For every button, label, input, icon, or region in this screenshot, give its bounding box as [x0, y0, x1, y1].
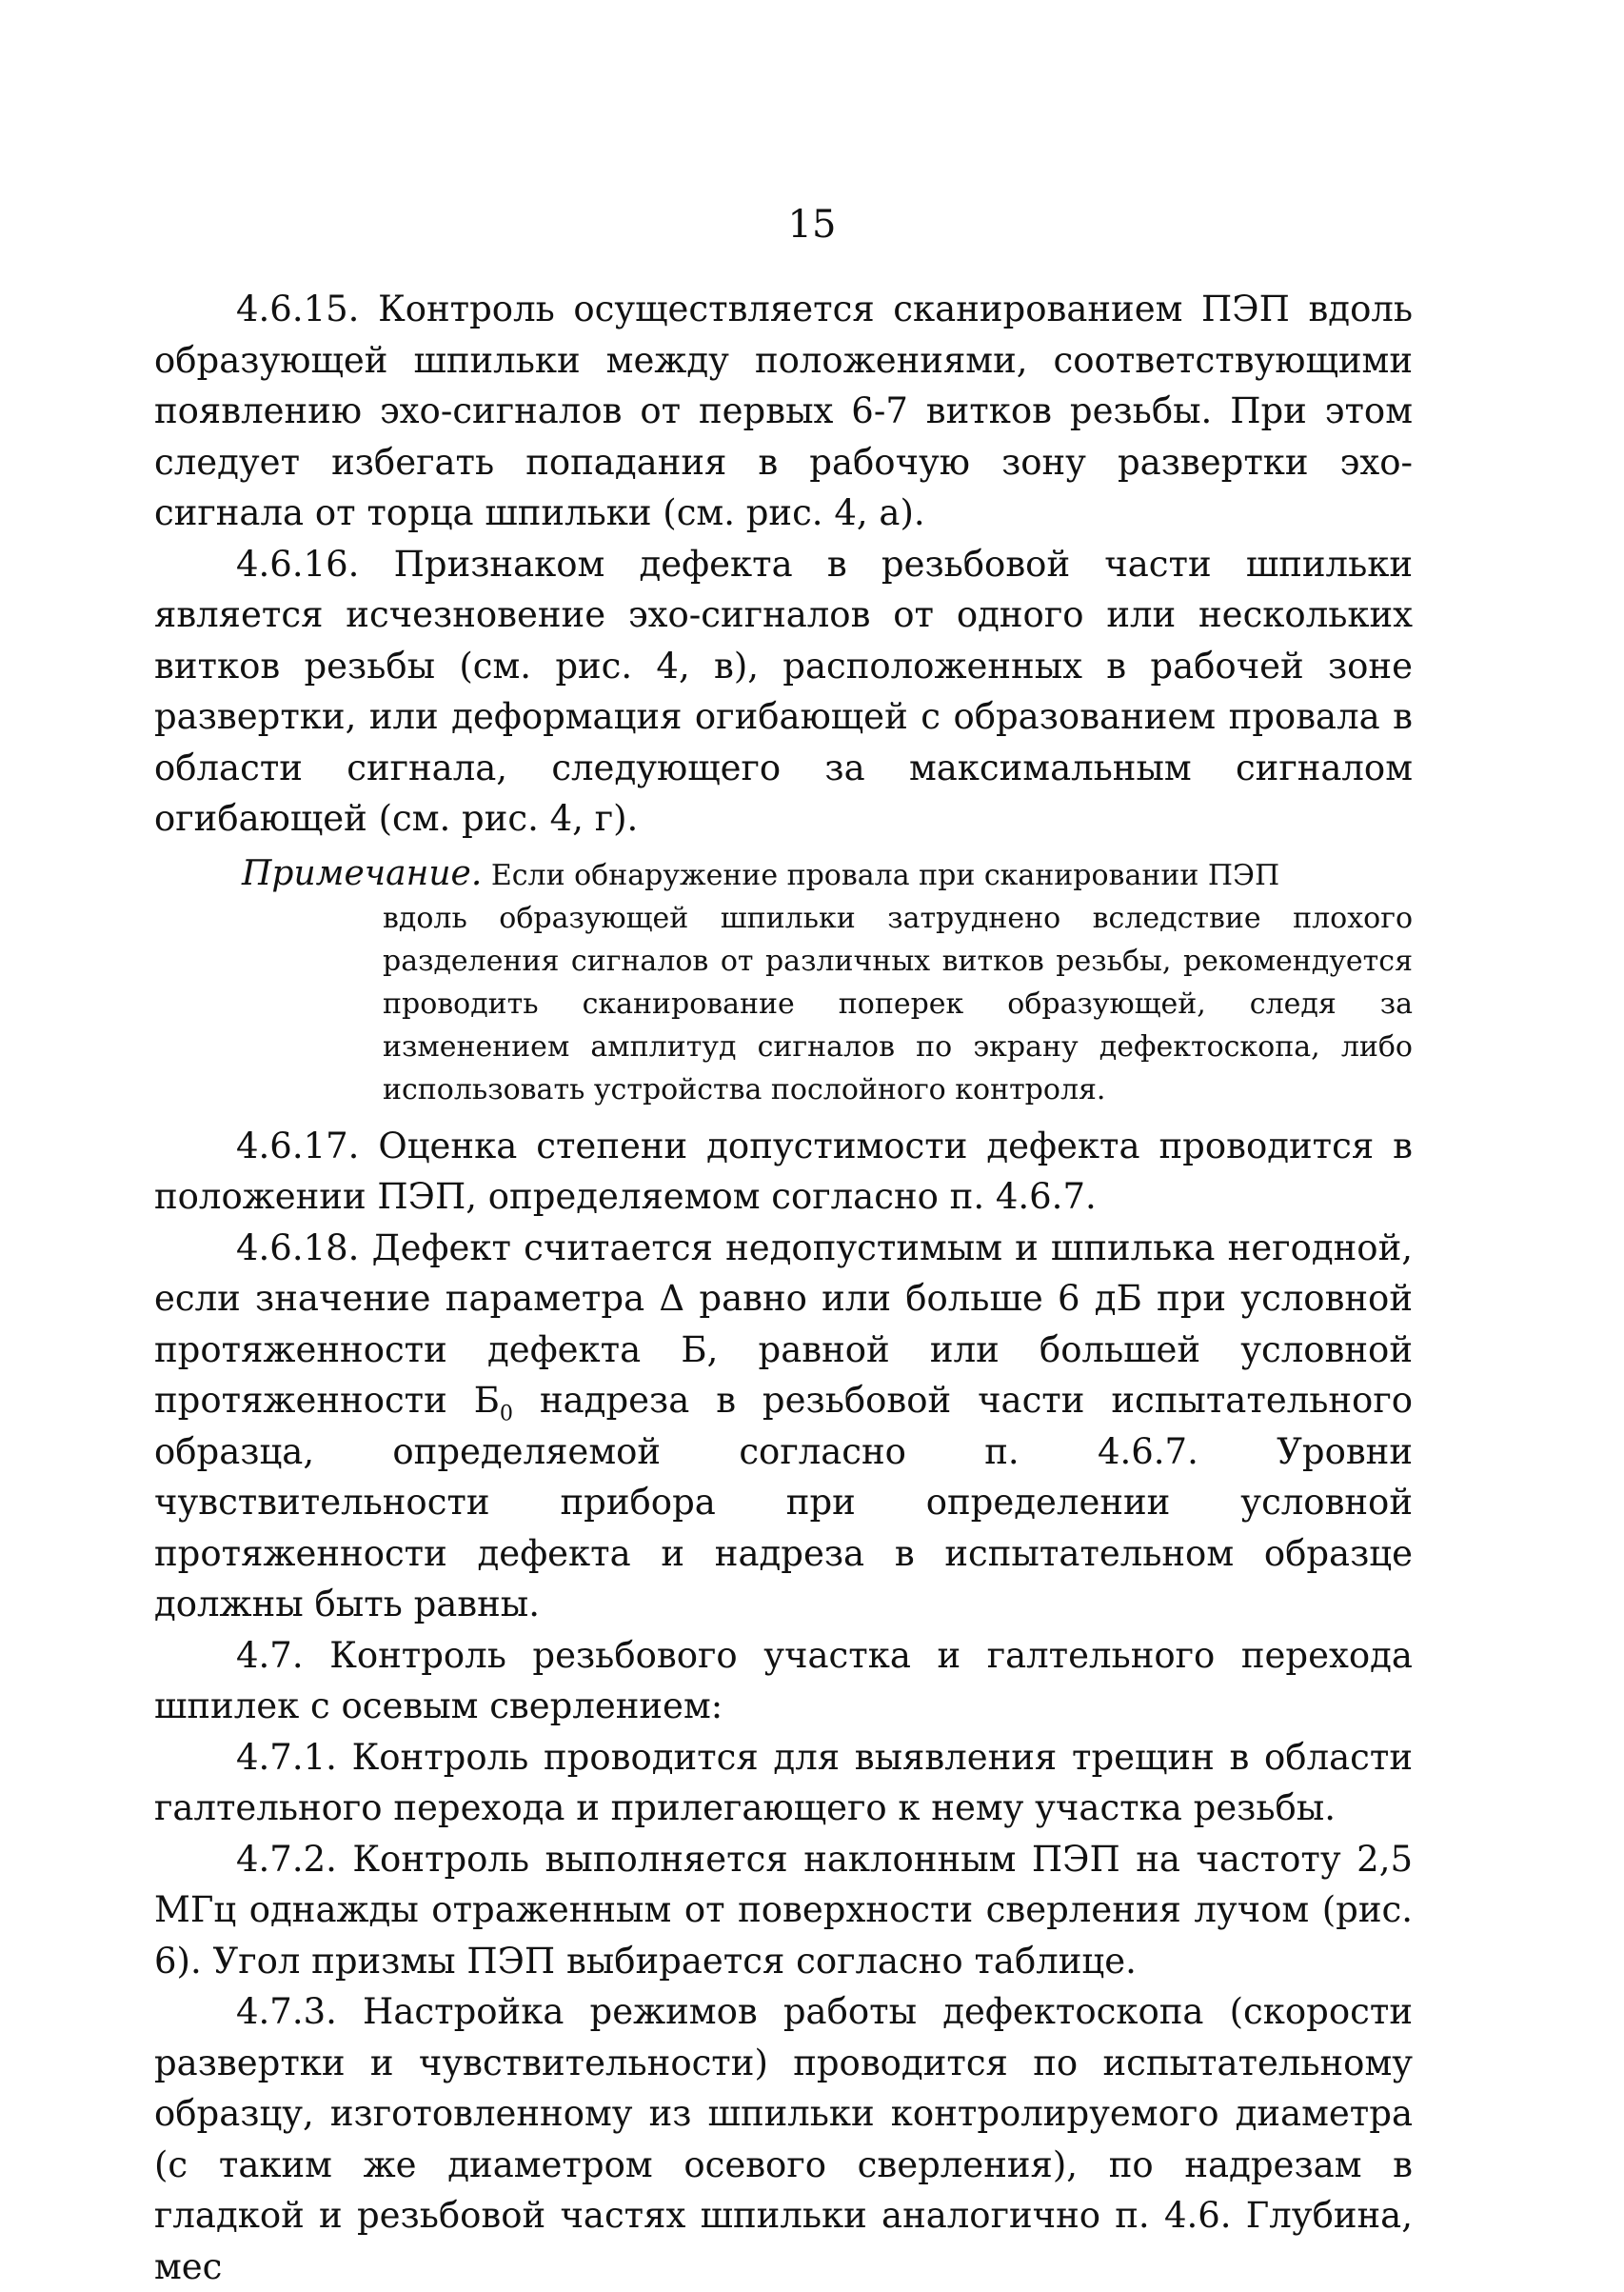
note-label: Примечание.: [242, 853, 483, 893]
paragraph-4-6-18-subscript: 0: [499, 1401, 514, 1426]
paragraph-4-6-15: 4.6.15. Контроль осуществляется сканированием ПЭП вдоль образующей шпильки между положениями, соответствующими появлению эхо-сигналов от первых 6-7 витков резьбы. При этом следует избегать попадания в рабочую зону развертки эхо-сигнала от торца шпильки (см. рис. 4, а).: [154, 289, 1413, 533]
paragraph-4-6-18: [154, 1223, 1413, 1630]
paragraph-4-7-3: 4.7.3. Настройка режимов работы дефектоскопа (скорости развертки и чувствительности) проводится по испытательному образцу, изготовленному из шпильки контролируемого диаметра (с таким же диаметром осевого сверления), по надрезам в гладкой и резьбовой частях шпильки аналогично п. 4.6. Глубина, мес: [154, 1991, 1413, 2287]
paragraph-4-6-16: 4.6.16. Признаком дефекта в резьбовой части шпильки является исчезновение эхо-сигналов от одного или нескольких витков резьбы (см. рис. 4, в), расположенных в рабочей зоне развертки, или деформация огибающей с образованием провала в области сигнала, следующего за максимальным сигналом огибающей (см. рис. 4, г).: [154, 543, 1413, 839]
paragraph-4-6-18-part-a: 4.6.18. Дефект считается недопустимым и шпилька негодной, если значение параметра Δ равно или больше 6 дБ при условной протяженности дефекта Б, равной или большей условной протяженности Б: [154, 1226, 1413, 1421]
note-body: вдоль образующей шпильки затруднено вследствие плохого разделения сигналов от различных витков резьбы, рекомендуется проводить сканирование поперек образующей, следя за изменением амплитуд сигналов по экрану дефектоскопа, либо использовать устройства послойного контроля.: [383, 901, 1413, 1106]
document-body: [154, 284, 1413, 2292]
paragraph-4-7-2: 4.7.2. Контроль выполняется наклонным ПЭП на частоту 2,5 МГц однажды отраженным от поверхности сверления лучом (рис. 6). Угол призмы ПЭП выбирается согласно таблице.: [154, 1838, 1413, 1982]
paragraph-4-6-17: 4.6.17. Оценка степени допустимости дефекта проводится в положении ПЭП, определяемом согласно п. 4.6.7.: [154, 1125, 1413, 1217]
note-block: [154, 852, 1413, 1111]
page-number: 15: [787, 203, 837, 247]
paragraph-4-7-1: 4.7.1. Контроль проводится для выявления трещин в области галтельного перехода и прилегающего к нему участка резьбы.: [154, 1736, 1413, 1828]
paragraph-4-6-18-part-b: надреза в резьбовой части испытательного образца, определяемой согласно п. 4.6.7. Уровни чувствительности прибора при определении условной протяженности дефекта и надреза в испытательном образце должны быть равны.: [154, 1380, 1413, 1624]
note-first-line: Если обнаружение провала при сканировании ПЭП: [490, 858, 1280, 892]
paragraph-4-7: 4.7. Контроль резьбового участка и галтельного перехода шпилек с осевым сверлением:: [154, 1634, 1413, 1726]
